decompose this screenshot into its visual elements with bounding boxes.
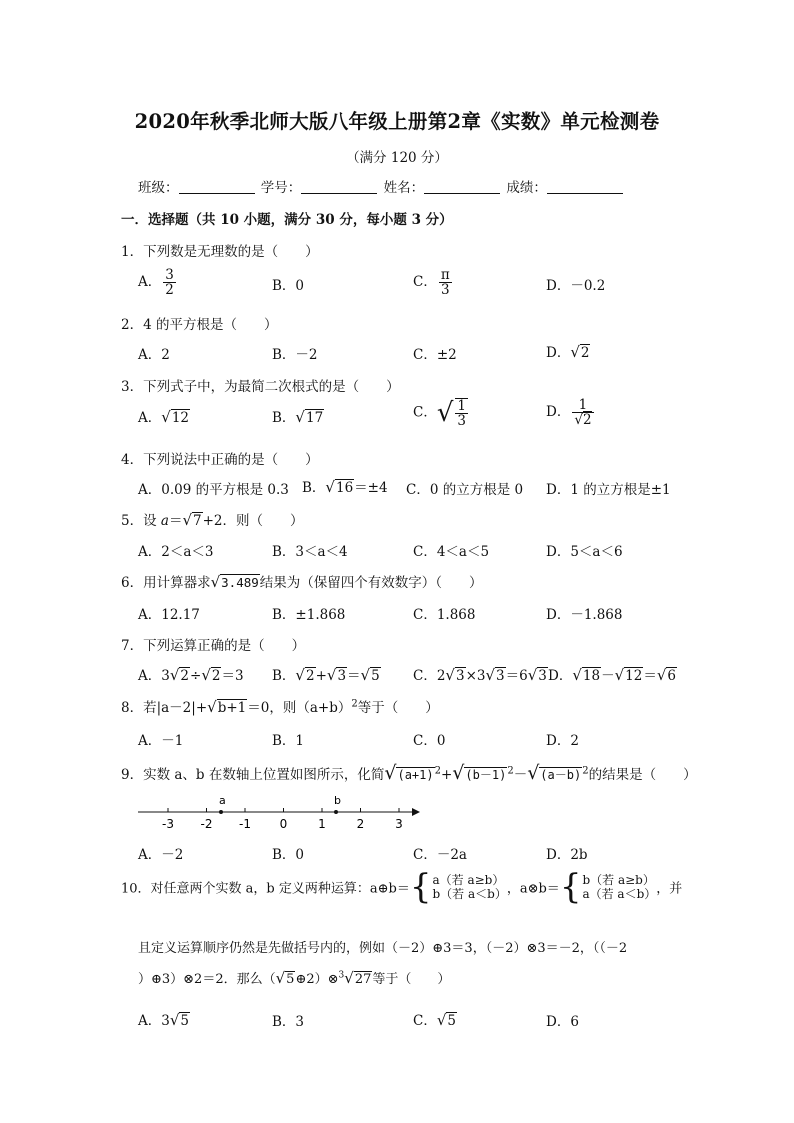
question-2-option-b[interactable]: B．－2 bbox=[272, 347, 318, 363]
question-7-option-d[interactable]: D．√18－√12＝√6 bbox=[548, 666, 676, 684]
question-8-option-b[interactable]: B．1 bbox=[272, 733, 305, 749]
question-10-line-3: ）⊕3）⊗2＝2．那么（√5⊕2）⊗$^3$√27等于（ ） bbox=[138, 969, 451, 987]
question-2-option-c[interactable]: C．±2 bbox=[413, 347, 457, 363]
name-field[interactable] bbox=[424, 179, 500, 194]
question-3-option-c[interactable]: C．√ $\frac{1}{3}$ bbox=[413, 398, 467, 430]
question-7-option-a[interactable]: A．3√2÷√2＝3 bbox=[138, 666, 244, 684]
section-heading: 一．选择题（共 10 小题，满分 30 分，每小题 3 分） bbox=[121, 212, 453, 228]
question-4-option-c[interactable]: C．0 的立方根是 0 bbox=[406, 482, 524, 498]
question-8-stem: 8．若|a－2|+√b+1＝0，则$(a+b)^2$等于（ ） bbox=[121, 698, 439, 716]
question-1-option-c[interactable]: C． $\frac{\pi}{3}$ bbox=[413, 267, 450, 299]
question-3-option-a[interactable]: A．√12 bbox=[138, 408, 189, 426]
question-7-option-c[interactable]: C．2√3×3√3＝6√3 bbox=[413, 666, 547, 684]
question-10-option-d[interactable]: D．6 bbox=[546, 1014, 579, 1030]
axis-tick-label: 2 bbox=[356, 817, 365, 831]
question-9-option-a[interactable]: A．－2 bbox=[138, 847, 184, 863]
page-title: 2020年秋季北师大版八年级上册第2章《实数》单元检测卷 bbox=[134, 110, 660, 133]
question-6-option-b[interactable]: B．±1.868 bbox=[272, 607, 346, 623]
number-line-figure bbox=[130, 790, 430, 834]
question-10-option-c[interactable]: C．√5 bbox=[413, 1011, 456, 1029]
axis-tick-label: -2 bbox=[200, 817, 213, 831]
question-1-option-d[interactable]: D．－0.2 bbox=[546, 278, 606, 294]
question-7-option-b[interactable]: B．√2+√3＝√5 bbox=[272, 666, 380, 684]
score-note: （满分 120 分） bbox=[346, 150, 448, 166]
question-4-option-b[interactable]: B．√16＝±4 bbox=[302, 478, 388, 496]
question-2-stem: 2．4 的平方根是（ ） bbox=[121, 317, 278, 333]
question-6-option-d[interactable]: D．－1.868 bbox=[546, 607, 623, 623]
question-2-option-a[interactable]: A．2 bbox=[138, 347, 170, 363]
question-1-stem: 1．下列数是无理数的是（ ） bbox=[121, 244, 319, 260]
question-9-option-b[interactable]: B．0 bbox=[272, 847, 305, 863]
question-6-option-c[interactable]: C．1.868 bbox=[413, 607, 476, 623]
question-4-option-a[interactable]: A．0.09 的平方根是 0.3 bbox=[138, 482, 289, 498]
point-a-marker bbox=[219, 810, 223, 814]
question-10-stem: 10．对任意两个实数 a，b 定义两种运算：a⊕b＝{ a（若 a≥b） b（若 a＜b） ，a⊗b＝{ b（若 a≥b） a（若 a＜b） ，并 bbox=[121, 867, 683, 907]
question-3-option-d[interactable]: D． $\frac{1}{√2}$ bbox=[546, 397, 592, 429]
axis-tick-label: 3 bbox=[395, 817, 403, 831]
question-7-stem: 7．下列运算正确的是（ ） bbox=[121, 638, 306, 654]
question-5-stem: 5．设 a＝√7+2．则（ ） bbox=[121, 511, 304, 529]
axis-tick-label: 1 bbox=[318, 817, 326, 831]
class-label: 班级： bbox=[138, 180, 179, 196]
axis-tick-label: 0 bbox=[279, 817, 288, 831]
question-9-option-c[interactable]: C．－2a bbox=[413, 847, 467, 863]
question-9-stem: 9．实数 a、b 在数轴上位置如图所示，化简$√(a+1)^2+√(b-1)^2-√(a-b)^2$的结果是（ ） bbox=[121, 762, 697, 784]
question-10-option-b[interactable]: B．3 bbox=[272, 1014, 305, 1030]
question-10-line-2: 且定义运算顺序仍然是先做括号内的，例如（－2）⊕3＝3，（－2）⊗3＝－2，（（－2 bbox=[138, 941, 628, 956]
question-4-option-d[interactable]: D．1 的立方根是±1 bbox=[546, 482, 671, 498]
class-field[interactable] bbox=[179, 179, 255, 194]
point-b-marker bbox=[334, 810, 338, 814]
question-4-stem: 4．下列说法中正确的是（ ） bbox=[121, 452, 319, 468]
axis-tick-label: -3 bbox=[162, 817, 174, 831]
question-1-option-b[interactable]: B．0 bbox=[272, 278, 305, 294]
score-field[interactable] bbox=[547, 179, 623, 194]
question-8-option-a[interactable]: A．－1 bbox=[138, 733, 184, 749]
question-5-option-b[interactable]: B．3＜a＜4 bbox=[272, 544, 348, 560]
question-3-stem: 3．下列式子中，为最简二次根式的是（ ） bbox=[121, 379, 400, 395]
question-10-option-a[interactable]: A．3√5 bbox=[138, 1011, 189, 1029]
question-5-option-c[interactable]: C．4＜a＜5 bbox=[413, 544, 490, 560]
score-label: 成绩： bbox=[506, 180, 547, 196]
point-a-label: a bbox=[219, 794, 226, 807]
question-8-option-d[interactable]: D．2 bbox=[546, 733, 579, 749]
question-5-option-d[interactable]: D．5＜a＜6 bbox=[546, 544, 623, 560]
point-b-label: b bbox=[334, 794, 341, 807]
question-6-option-a[interactable]: A．12.17 bbox=[138, 607, 200, 623]
question-1-option-a[interactable]: A． $\frac{3}{2}$ bbox=[138, 267, 174, 299]
question-9-option-d[interactable]: D．2b bbox=[546, 847, 588, 863]
student-info-line bbox=[138, 176, 625, 196]
question-5-option-a[interactable]: A．2＜a＜3 bbox=[138, 544, 214, 560]
question-6-stem: 6．用计算器求√3.489结果为（保留四个有效数字）（ ） bbox=[121, 573, 483, 591]
student-id-field[interactable] bbox=[301, 179, 377, 194]
question-3-option-b[interactable]: B．√17 bbox=[272, 408, 324, 426]
axis-tick-label: -1 bbox=[239, 817, 251, 831]
name-label: 姓名： bbox=[383, 180, 425, 196]
student-id-label: 学号： bbox=[260, 180, 302, 196]
number-line-arrow bbox=[412, 808, 420, 816]
question-8-option-c[interactable]: C．0 bbox=[413, 733, 446, 749]
question-2-option-d[interactable]: D．√2 bbox=[546, 343, 590, 361]
